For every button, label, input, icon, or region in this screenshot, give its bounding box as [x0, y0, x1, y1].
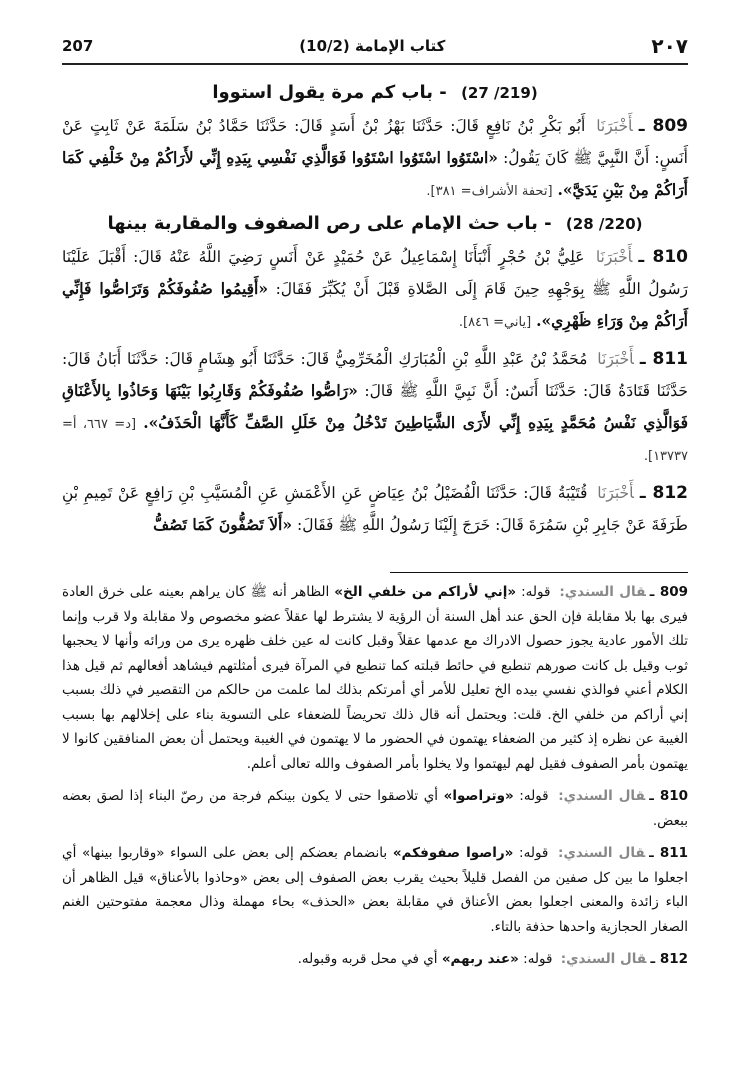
footnote-lead: قوله:	[519, 845, 549, 861]
hadith-number: 811 ـ	[639, 349, 688, 369]
chapter-title: - باب كم مرة يقول استووا	[212, 82, 447, 103]
footnote-divider	[390, 572, 688, 573]
header-divider	[62, 63, 688, 65]
akhbarana-word: أَخْبَرَنَا	[597, 484, 634, 502]
footnote-number: 809 ـ	[649, 584, 688, 600]
akhbarana-word: أَخْبَرَنَا	[596, 117, 633, 135]
footnote-text: بانضمام بعضكم إلى بعض على السواء «وقاربوا بينها» أي اجعلوا ما بين كل صفين من الفصل قليلاً بحيث يقرب بعض الصفوف إلى بعض «وحاذوا بالأعناق» قيل الظاهر أن الباء زائدة والمعنى اجعلوا بعض الأعناق في مقابلة بعض «الحذف» بحاء مهملة وذال معجمة مفتوحتين الغنم الصغار الحجازية واحدها حذفة بالتاء.	[62, 845, 688, 935]
footnote-source: قال السندي:	[559, 584, 646, 600]
chapter-title: - باب حث الإمام على رص الصفوف والمقاربة بينها	[107, 213, 552, 234]
hadith-reference: [د= ٦٦٧، أ= ١٣٧٣٧].	[62, 417, 688, 464]
hadith-isnad: مُحَمَّدُ بْنُ عَبْدِ اللَّهِ بْنِ الْمُبَارَكِ الْمُخَرِّمِيُّ قَالَ: حَدَّثَنَا أَبُو هِشَامٍ قَالَ: حَدَّثَنَا أَبَانُ قَالَ: حَدَّثَنَا قَتَادَةُ قَالَ: حَدَّثَنَا أَنَسٌ: أَنَّ نَبِيَّ اللَّهِ ﷺ قَالَ:	[62, 350, 689, 400]
hadith-812	[62, 478, 688, 541]
footnote-number: 810 ـ	[649, 788, 689, 804]
hadith-isnad: أَبُو بَكْرِ بْنُ نَافِعٍ قَالَ: حَدَّثَنَا بَهْزُ بْنُ أَسَدٍ قَالَ: حَدَّثَنَا حَمَّادُ بْنُ سَلَمَةَ عَنْ ثَابِتٍ عَنْ أَنَسٍ: أَنَّ النَّبِيَّ ﷺ كَانَ يَقُولُ:	[62, 117, 688, 167]
footnotes	[62, 580, 688, 980]
footnote-809	[62, 580, 688, 776]
hadith-810	[62, 242, 688, 338]
footnote-source: قال السندي:	[560, 951, 647, 967]
akhbarana-word: أَخْبَرَنَا	[595, 248, 633, 266]
running-title: (10/2) كتاب الإمامة	[299, 37, 446, 55]
footnote-lead: قوله:	[521, 584, 551, 600]
footnote-text: أي تلاصقوا حتى لا يكون بينكم فرجة من رصّ البناء إذا لصق بعضه ببعض.	[62, 788, 688, 829]
footnote-810	[62, 784, 688, 833]
chapter-number: (220/ 28)	[565, 215, 643, 233]
footnote-quote: «إني لأراكم من خلفي الخ»	[334, 584, 517, 600]
hadith-809	[62, 111, 688, 207]
page-number-arabic: ٢٠٧	[651, 34, 688, 58]
chapter-number: (219/ 27)	[461, 84, 538, 102]
hadith-reference: [تحفة الأشراف= ٣٨١].	[426, 184, 553, 199]
footnote-number: 812 ـ	[650, 951, 688, 967]
footnote-lead: قوله:	[519, 788, 549, 804]
hadith-reference: [ياني= ٨٤٦].	[458, 315, 532, 330]
footnote-811	[62, 841, 688, 939]
hadith-matn: «أَقِيمُوا صُفُوفَكُمْ وَتَرَاصُّوا فَإِنِّي أَرَاكُمْ مِنْ وَرَاءِ ظَهْرِي».	[62, 279, 688, 330]
footnote-text: أي في محل قربه وقبوله.	[297, 951, 438, 967]
footnote-quote: «عند ربهم»	[441, 951, 519, 967]
hadith-number: 810 ـ	[638, 247, 688, 267]
hadith-isnad: قُتَيْبَةُ قَالَ: حَدَّثَنَا الْفُضَيْلُ بْنُ عِيَاضٍ عَنِ الأَعْمَشِ عَنِ الْمُسَيَّبِ بْنِ رَافِعٍ عَنْ تَمِيمِ بْنِ طَرَفَةَ عَنْ جَابِرِ بْنِ سَمُرَةَ قَالَ: خَرَجَ إِلَيْنَا رَسُولُ اللَّهِ ﷺ فَقَالَ:	[62, 484, 688, 534]
footnote-number: 811 ـ	[649, 845, 689, 861]
hadith-number: 809 ـ	[638, 116, 688, 136]
hadith-matn: «أَلاَ تَصُفُّونَ كَمَا تَصُفُّ	[153, 515, 293, 534]
page-header	[62, 30, 688, 62]
hadith-isnad: عَلِيُّ بْنُ حُجْرٍ أَنْبَأَنَا إِسْمَاعِيلُ عَنْ حُمَيْدٍ عَنْ أَنَسٍ رَضِيَ اللَّهُ عَنْهُ قَالَ: أَقْبَلَ عَلَيْنَا رَسُولُ اللَّهِ ﷺ بِوَجْهِهِ حِينَ قَامَ إِلَى الصَّلاةِ قَبْلَ أَنْ يُكَبِّرَ فَقَالَ:	[62, 248, 688, 298]
footnote-source: قال السندي:	[558, 845, 646, 861]
chapter-heading	[62, 213, 688, 234]
chapter-heading	[62, 82, 688, 103]
main-text	[62, 78, 688, 547]
akhbarana-word: أَخْبَرَنَا	[597, 350, 634, 368]
footnote-quote: «وتراصوا»	[443, 788, 514, 804]
hadith-811	[62, 344, 688, 472]
footnote-quote: «راصوا صفوفكم»	[392, 845, 514, 861]
footnote-source: قال السندي:	[558, 788, 646, 804]
footnote-text: الظاهر أنه ﷺ كان يراهم بعينه على خرق العادة فيرى بها بلا مقابلة فإن الحق عند أهل السنة أن الرؤية لا يشترط لها عقلاً عضو مخصوص ولا مقابلة ولا قرب وإنما تلك الأمور عادية يجوز حصول الادراك مع عدمها عقلاً وقبل كانت له عين خلف ظهره يرى من ورائه وأنها لا يحجبها ثوب وقيل بل كانت صورهم تنطبع في حائط قبلته كما تنطبع في المرآة فيرى أمثلتهم فيشاهد أفعالهم ثم قيل هذا الكلام أعني فوالذي نفسي بيده الخ تعليل للأمر أي أمرتكم بذلك لما علمت من حالكم من التقصير في ذلك بسبب إني أراكم من خلفي الخ. قلت: ويحتمل أنه قال ذلك تحريضاً للضعفاء على التسوية بناء على إخلالهم بها بسبب الغيبة عن نظره إذ كثير من الضعفاء يهتمون في الحضور ما لا يهتمون في الغيبة ويحتمل أن بعض المنافقين كانوا لا يهتمون بأمر الصفوف فقيل لهم ليهتموا ولا يخلوا بأمر الصفوف والله تعالى أعلم.	[62, 584, 688, 772]
page-number-latin: 207	[62, 37, 94, 55]
footnote-812	[62, 947, 688, 972]
footnote-lead: قوله:	[523, 951, 553, 967]
hadith-number: 812 ـ	[639, 483, 688, 503]
hadith-matn: «رَاصُّوا صُفُوفَكُمْ وَقَارِبُوا بَيْنَهَا وَحَاذُوا بِالأَعْنَاقِ فَوَالَّذِي نَفْسُ مُحَمَّدٍ بِيَدِهِ إِنِّي لأَرَى الشَّيَاطِينَ تَدْخُلُ مِنْ خَلَلِ الصَّفِّ كَأَنَّهَا الْحَذَفُ».	[62, 381, 688, 432]
hadith-matn: «اسْتَوُوا اسْتَوُوا اسْتَوُوا فَوَالَّذِي نَفْسِي بِيَدِهِ إِنِّي لأَرَاكُمْ مِنْ خَلْفِي كَمَا أَرَاكُمْ مِنْ بَيْنِ يَدَيَّ».	[62, 148, 688, 199]
